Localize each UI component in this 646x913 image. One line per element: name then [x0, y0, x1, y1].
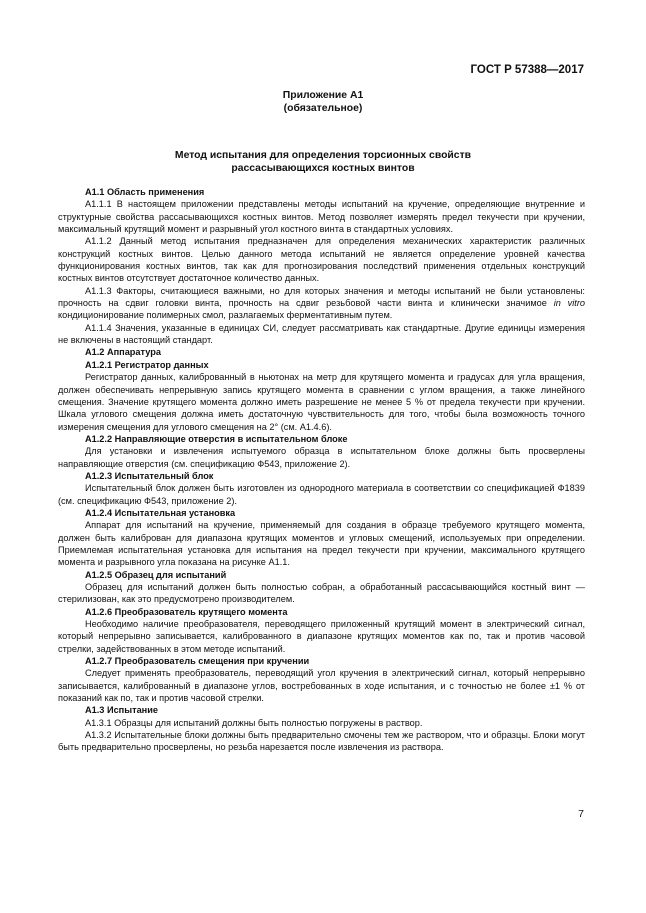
subsection-heading-a1-2-2: А1.2.2 Направляющие отверстия в испытательном блоке — [85, 433, 348, 444]
annex-status: (обязательное) — [283, 102, 363, 114]
subsection-heading-a1-2-5: А1.2.5 Образец для испытаний — [85, 569, 227, 580]
paragraph-a1-2-3: Испытательный блок должен быть изготовлен из однородного материала в соответствии со спецификацией Ф1839 (см. спецификацию Ф543, приложение 2). — [58, 483, 585, 506]
paragraph-a1-1-3-start: А1.1.3 Факторы, считающиеся важными, но для которых значения и методы испытаний не были установлены: прочность на сдвиг головки винта, прочность на сдвиг резьбовой части винта и клинически значимое — [58, 285, 585, 309]
annex-heading — [0, 90, 646, 115]
page-number: 7 — [578, 808, 584, 820]
annex-label: Приложение А1 — [282, 90, 364, 101]
section-heading-a1-2: А1.2 Аппаратура — [85, 347, 161, 358]
section-heading-a1-3: А1.3 Испытание — [85, 705, 158, 716]
document-title — [0, 149, 646, 175]
paragraph-a1-3-1: А1.3.1 Образцы для испытаний должны быть полностью погружены в раствор. — [85, 717, 423, 728]
paragraph-a1-1-1: А1.1.1 В настоящем приложении представлены методы испытаний на кручение, определяющие внутренние и структурные свойства рассасывающихся костных винтов. Метод позволяет измерять предел текучести при кручении, максимальный крутящий момент и разрывный угол костного винта в стандартных условиях. — [58, 199, 585, 235]
paragraph-a1-1-3-italic: in vitro — [553, 298, 586, 309]
document-body — [58, 186, 585, 754]
paragraph-a1-1-3-end: кондиционирование полимерных смол, разлагаемых ферментативным путем. — [58, 310, 393, 321]
subsection-heading-a1-2-7: А1.2.7 Преобразователь смещения при кручении — [85, 656, 310, 667]
paragraph-a1-1-2: А1.1.2 Данный метод испытания предназначен для определения механических характеристик различных конструкций костных винтов. Целью данного метода испытаний не является определение уровней качества функционирования костных винтов, так как для прогнозирования последствий применения отдельных конструкций костных винтов отсутствует достаточное количество данных. — [58, 236, 585, 284]
paragraph-a1-2-1: Регистратор данных, калиброванный в ньютонах на метр для крутящего момента и градусах для угла вращения, должен обеспечивать непрерывную запись крутящего момента в сравнении с углом вращения, а также линейного смещения. Значение крутящего момента должно иметь разрешение не менее 5 % от предела текучести при кручении. Шкала углового смещения должна иметь достаточную чувствительность для того, чтобы была возможность точного измерения смещения для углового смещения на 2° (см. А1.4.6). — [58, 372, 585, 432]
subsection-heading-a1-2-3: А1.2.3 Испытательный блок — [85, 470, 214, 481]
paragraph-a1-1-4: А1.1.4 Значения, указанные в единицах СИ, следует рассматривать как стандартные. Другие единицы измерения не включены в настоящий стандарт. — [58, 322, 585, 346]
paragraph-a1-3-2: А1.3.2 Испытательные блоки должны быть предварительно смочены тем же раствором, что и образцы. Блоки могут быть предварительно просверлены, но резьба нарезается после извлечения из раствора. — [58, 730, 585, 753]
title-line-1: Метод испытания для определения торсионных свойств — [174, 150, 472, 161]
standard-id: ГОСТ Р 57388—2017 — [470, 64, 584, 76]
paragraph-a1-2-4: Аппарат для испытаний на кручение, применяемый для создания в образце требуемого крутящего момента, должен быть калиброван для диапазона крутящих моментов и угловых смещений, используемых при определении. Приемлемая испытательная установка для испытания на предел текучести при кручении, максимального крутящего момента и разрывного угла показана на рисунке А1.1. — [58, 520, 585, 568]
paragraph-a1-1-3 — [58, 285, 585, 322]
paragraph-a1-2-7: Следует применять преобразователь, переводящий угол кручения в электрический сигнал, который непрерывно записывается, калиброванный в диапазоне углов, востребованных в ходе испытания, и с точностью не более ±1 % от показаний как по, так и против часовой стрелки. — [58, 668, 585, 704]
subsection-heading-a1-2-6: А1.2.6 Преобразователь крутящего момента — [85, 606, 288, 617]
subsection-heading-a1-2-4: А1.2.4 Испытательная установка — [85, 507, 236, 518]
subsection-heading-a1-2-1: А1.2.1 Регистратор данных — [85, 359, 209, 370]
paragraph-a1-2-5: Образец для испытаний должен быть полностью собран, а обработанный рассасывающийся костный винт — стерилизован, как это предусмотрено производителем. — [58, 582, 585, 605]
paragraph-a1-2-6: Необходимо наличие преобразователя, переводящего приложенный крутящий момент в электрический сигнал, который непрерывно записывается, калиброванного в диапазоне крутящих моментов как по, так и против часовой стрелки, задействованных в этом методе испытаний. — [58, 619, 585, 654]
title-line-2: рассасывающихся костных винтов — [231, 163, 415, 174]
paragraph-a1-2-2: Для установки и извлечения испытуемого образца в испытательном блоке должны быть просверлены направляющие отверстия (см. спецификацию Ф543, приложение 2). — [58, 446, 585, 469]
section-heading-a1-1: А1.1 Область применения — [85, 187, 205, 197]
